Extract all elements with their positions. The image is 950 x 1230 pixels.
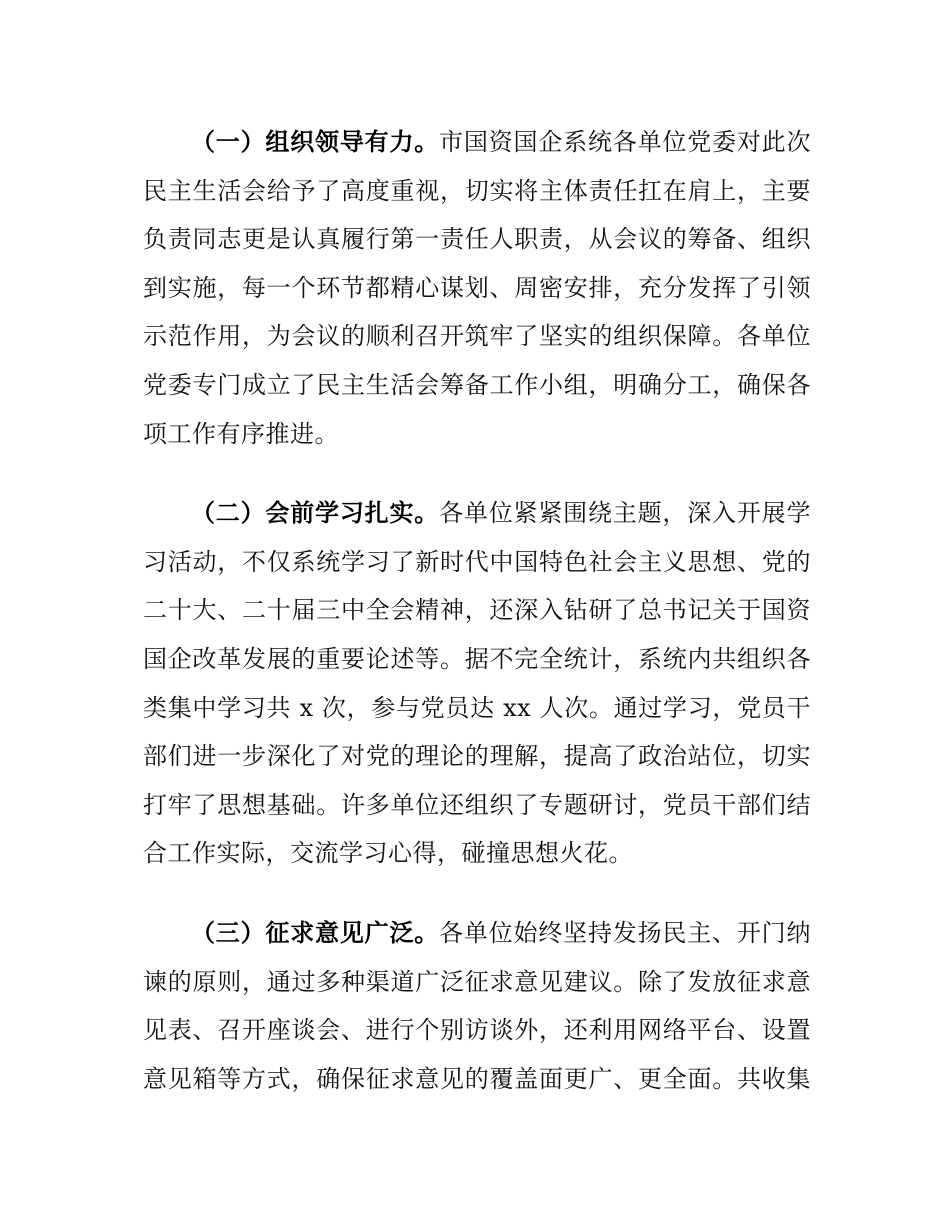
paragraph-1 xyxy=(143,118,811,458)
paragraph-line xyxy=(143,118,811,167)
paragraph-line: 习活动，不仅系统学习了新时代中国特色社会主义思想、党的 xyxy=(143,547,811,576)
section-heading: （三）征求意见广泛。 xyxy=(191,918,440,947)
paragraph-line: 党委专门成立了民主生活会筹备工作小组，明确分工，确保各 xyxy=(143,370,811,399)
paragraph-2 xyxy=(143,489,811,878)
paragraph-line: 部们进一步深化了对党的理论的理解，提高了政治站位，切实 xyxy=(143,742,811,771)
paragraph-line xyxy=(143,909,811,958)
paragraph-line xyxy=(143,489,811,538)
paragraph-line: 类集中学习共 x 次，参与党员达 xx 人次。通过学习，党员干 xyxy=(143,693,811,722)
paragraph-line: 项工作有序推进。 xyxy=(143,419,339,448)
paragraph-text: 市国资国企系统各单位党委对此次 xyxy=(439,128,811,156)
paragraph-3 xyxy=(143,909,811,1103)
paragraph-line: 到实施，每一个环节都精心谋划、周密安排，充分发挥了引领 xyxy=(143,273,811,302)
paragraph-line: 谏的原则，通过多种渠道广泛征求意见建议。除了发放征求意 xyxy=(143,967,811,996)
paragraph-line: 意见箱等方式，确保征求意见的覆盖面更广、更全面。共收集 xyxy=(143,1064,811,1093)
paragraph-text: 各单位始终坚持发扬民主、开门纳 xyxy=(439,918,811,947)
paragraph-line: 国企改革发展的重要论述等。据不完全统计，系统内共组织各 xyxy=(143,644,811,673)
paragraph-text: 各单位紧紧围绕主题，深入开展学 xyxy=(439,499,811,528)
paragraph-line: 负责同志更是认真履行第一责任人职责，从会议的筹备、组织 xyxy=(143,225,811,254)
section-heading: （一）组织领导有力。 xyxy=(191,128,440,156)
paragraph-line: 见表、召开座谈会、进行个别访谈外，还利用网络平台、设置 xyxy=(143,1016,811,1045)
section-heading: （二）会前学习扎实。 xyxy=(191,499,440,528)
paragraph-line: 民主生活会给予了高度重视，切实将主体责任扛在肩上，主要 xyxy=(143,176,811,205)
paragraph-line: 示范作用，为会议的顺利召开筑牢了坚实的组织保障。各单位 xyxy=(143,322,811,351)
document-body xyxy=(143,118,811,1134)
paragraph-line: 二十大、二十届三中全会精神，还深入钻研了总书记关于国资 xyxy=(143,596,811,625)
paragraph-line: 打牢了思想基础。许多单位还组织了专题研讨，党员干部们结 xyxy=(143,790,811,819)
paragraph-line: 合工作实际，交流学习心得，碰撞思想火花。 xyxy=(143,839,633,868)
